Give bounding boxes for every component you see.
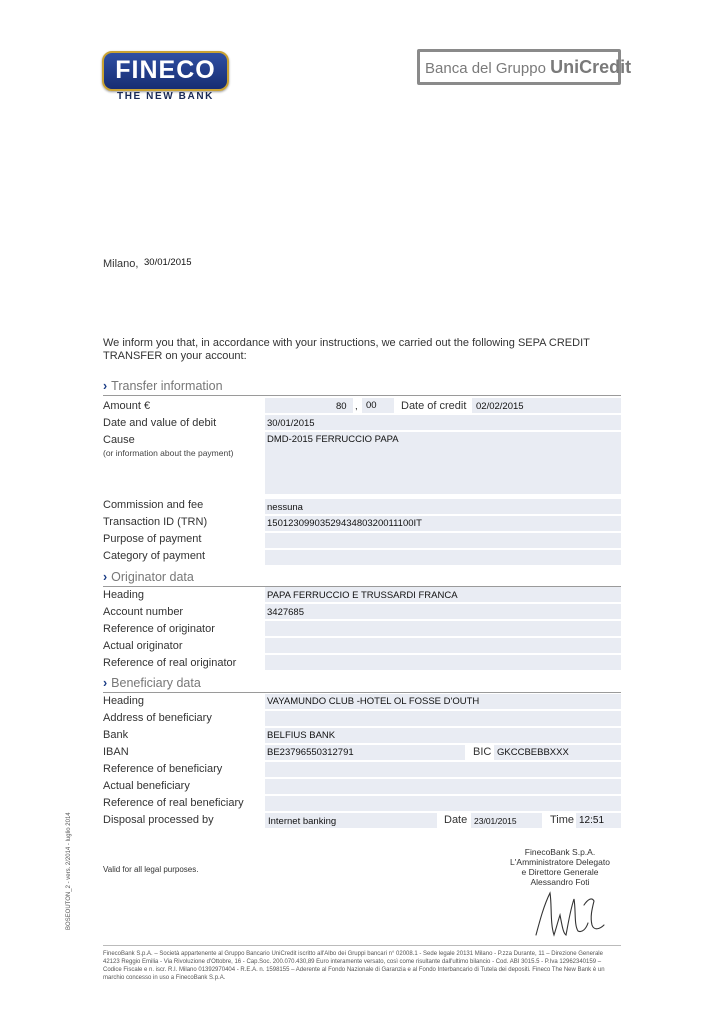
cause-value: DMD-2015 FERRUCCIO PAPA	[267, 434, 399, 445]
section-transfer-title: › Transfer information	[103, 379, 223, 393]
actual-beneficiary-field	[265, 779, 621, 794]
cause-label: Cause	[103, 434, 135, 446]
beneficiary-heading-label: Heading	[103, 695, 144, 707]
validity-note: Valid for all legal purposes.	[103, 865, 199, 874]
amount-separator: ,	[355, 401, 358, 412]
originator-heading-value: PAPA FERRUCCIO E TRUSSARDI FRANCA	[267, 590, 458, 601]
bic-value: GKCCBEBBXXX	[497, 747, 569, 758]
real-beneficiary-reference-field	[265, 796, 621, 811]
date-value: 23/01/2015	[474, 816, 517, 826]
footer-legal-text: FinecoBank S.p.A. – Società appartenente al Gruppo Bancario UniCredit iscritto all'Albo dei Gruppi bancari n° 02008.1 - Sede legale 20131 Milano - P.zza Durante, 11 – Direzione Generale 42123 Reggio Emilia - Via Rivoluzione d'Ottobre, 16 - Cap.Soc. 200.070.430,89 Euro interamente versato, così come risultante dall'ultimo bilancio - Cod. ABI 3015.5 - P.Iva 12962340159 – Codice Fiscale e n. iscr. R.I. Milano 01392970404 - R.E.A. n. 1598155 – Aderente al Fondo Nazionale di Garanzia e al Fondo Interbancario di Tutela dei depositi. Fineco The New Bank è un marchio concesso in uso a FinecoBank S.p.A.	[103, 951, 605, 981]
section-divider	[103, 692, 621, 693]
purpose-field	[265, 533, 621, 548]
purpose-label: Purpose of payment	[103, 533, 202, 545]
account-number-field	[265, 604, 621, 619]
signatory-name: Alessandro Foti	[530, 877, 590, 887]
disposal-label: Disposal processed by	[103, 814, 214, 826]
beneficiary-address-label: Address of beneficiary	[103, 712, 212, 724]
section-originator-title: › Originator data	[103, 570, 194, 584]
bank-value: BELFIUS BANK	[267, 730, 336, 741]
amount-dec: 00	[366, 400, 377, 411]
category-field	[265, 550, 621, 565]
intro-paragraph: We inform you that, in accordance with your instructions, we carried out the following SEPA CREDIT TRANSFER on your account:	[103, 337, 590, 362]
cause-sublabel: (or information about the payment)	[103, 448, 234, 458]
real-beneficiary-reference-label: Reference of real beneficiary	[103, 797, 244, 809]
trn-label: Transaction ID (TRN)	[103, 516, 208, 528]
trn-value: 1501230990352943480320011100IT	[267, 518, 422, 529]
section-beneficiary-title: › Beneficiary data	[103, 676, 201, 690]
originator-reference-field	[265, 621, 621, 636]
unicredit-logo-text: Banca del Gruppo UniCredit	[425, 57, 632, 77]
amount-int: 80	[336, 401, 347, 412]
beneficiary-reference-label: Reference of beneficiary	[103, 763, 223, 775]
disposal-value: Internet banking	[268, 816, 337, 827]
beneficiary-heading-value: VAYAMUNDO CLUB -HOTEL OL FOSSE D'OUTH	[267, 696, 480, 707]
iban-value: BE23796550312791	[267, 747, 354, 758]
time-value: 12:51	[579, 815, 605, 826]
bank-label: Bank	[103, 729, 129, 741]
signature-block	[500, 847, 620, 887]
date-credit-label: Date of credit	[401, 400, 467, 412]
section-divider	[103, 395, 621, 396]
debit-field	[265, 415, 621, 430]
letter-place: Milano,	[103, 258, 139, 270]
handwritten-signature	[530, 885, 610, 940]
account-number-label: Account number	[103, 606, 184, 618]
signatory-role-1: L'Amministratore Delegato	[510, 857, 610, 867]
account-number-value: 3427685	[267, 607, 304, 618]
beneficiary-address-field	[265, 711, 621, 726]
category-label: Category of payment	[103, 550, 206, 562]
actual-originator-label: Actual originator	[103, 640, 183, 652]
commission-field	[265, 499, 621, 514]
footer-divider	[103, 945, 621, 946]
debit-value: 30/01/2015	[267, 418, 315, 429]
actual-originator-field	[265, 638, 621, 653]
signatory-company: FinecoBank S.p.A.	[524, 847, 596, 857]
fineco-tagline: THE NEW BANK	[117, 91, 214, 102]
date-label: Date	[444, 814, 468, 826]
originator-heading-label: Heading	[103, 589, 144, 601]
originator-reference-label: Reference of originator	[103, 623, 215, 635]
actual-beneficiary-label: Actual beneficiary	[103, 780, 190, 792]
beneficiary-reference-field	[265, 762, 621, 777]
fineco-logo-text: FINECO	[115, 56, 216, 84]
signatory-role-2: e Direttore Generale	[521, 867, 599, 877]
real-originator-reference-label: Reference of real originator	[103, 657, 237, 669]
amount-label: Amount €	[103, 400, 151, 412]
document-code: BOSEOUTON_2 - vers. 2/2014 - luglio 2014	[66, 812, 72, 930]
real-originator-reference-field	[265, 655, 621, 670]
commission-label: Commission and fee	[103, 499, 204, 511]
bic-label: BIC	[473, 746, 492, 758]
time-label: Time	[550, 814, 575, 826]
commission-value: nessuna	[267, 502, 303, 513]
debit-label: Date and value of debit	[103, 417, 217, 429]
iban-label: IBAN	[103, 746, 129, 758]
letter-date: 30/01/2015	[144, 257, 192, 268]
date-credit-value: 02/02/2015	[476, 401, 524, 412]
